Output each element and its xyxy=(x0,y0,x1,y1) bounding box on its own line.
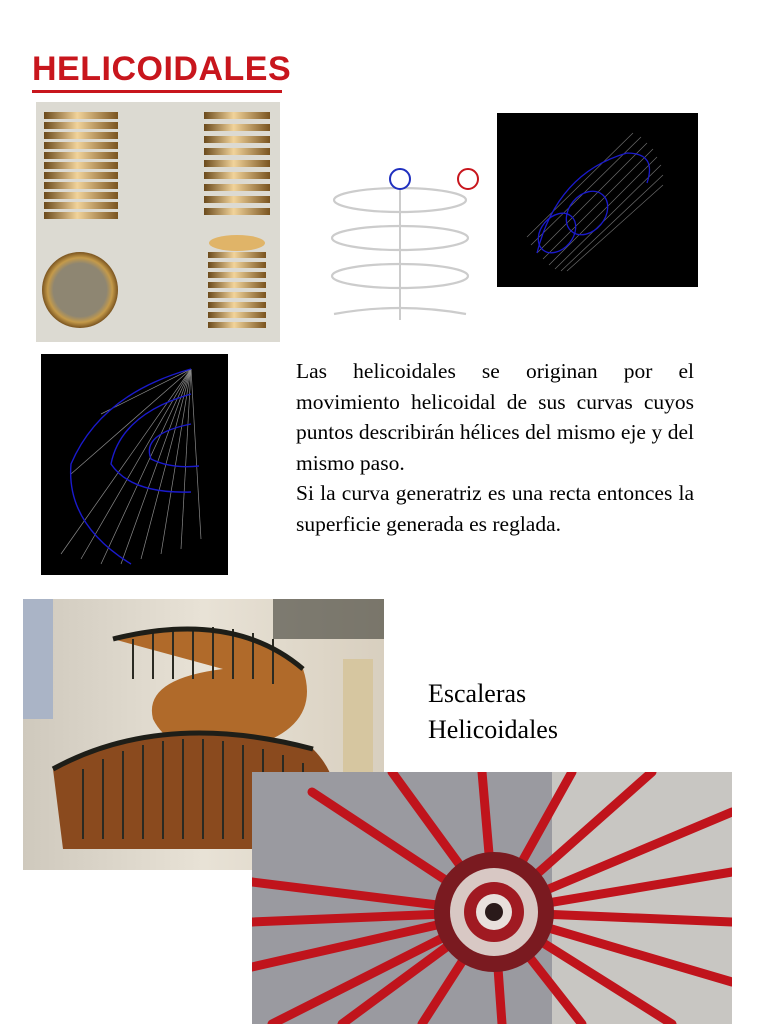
description-text xyxy=(296,356,694,539)
conical-helicoid-wireframe xyxy=(41,354,228,575)
helix-diagram xyxy=(326,162,482,322)
caption-line-1: Escaleras xyxy=(428,679,527,708)
description-paragraph-2: Si la curva generatriz es una recta entonces la superficie generada es reglada. xyxy=(296,481,694,536)
page-title: HELICOIDALES xyxy=(32,50,292,88)
title-underline xyxy=(32,90,282,93)
screw-thread-illustration xyxy=(36,102,280,342)
red-spiral-staircase-photo xyxy=(252,772,732,1024)
description-paragraph-1: Las helicoidales se originan por el movimiento helicoidal de sus curvas cuyos puntos describirán hélices del mismo eje y del mismo paso. xyxy=(296,359,694,475)
caption-line-2: Helicoidales xyxy=(428,715,558,744)
helicoid-wireframe-top xyxy=(497,113,698,287)
staircase-caption xyxy=(428,676,558,748)
